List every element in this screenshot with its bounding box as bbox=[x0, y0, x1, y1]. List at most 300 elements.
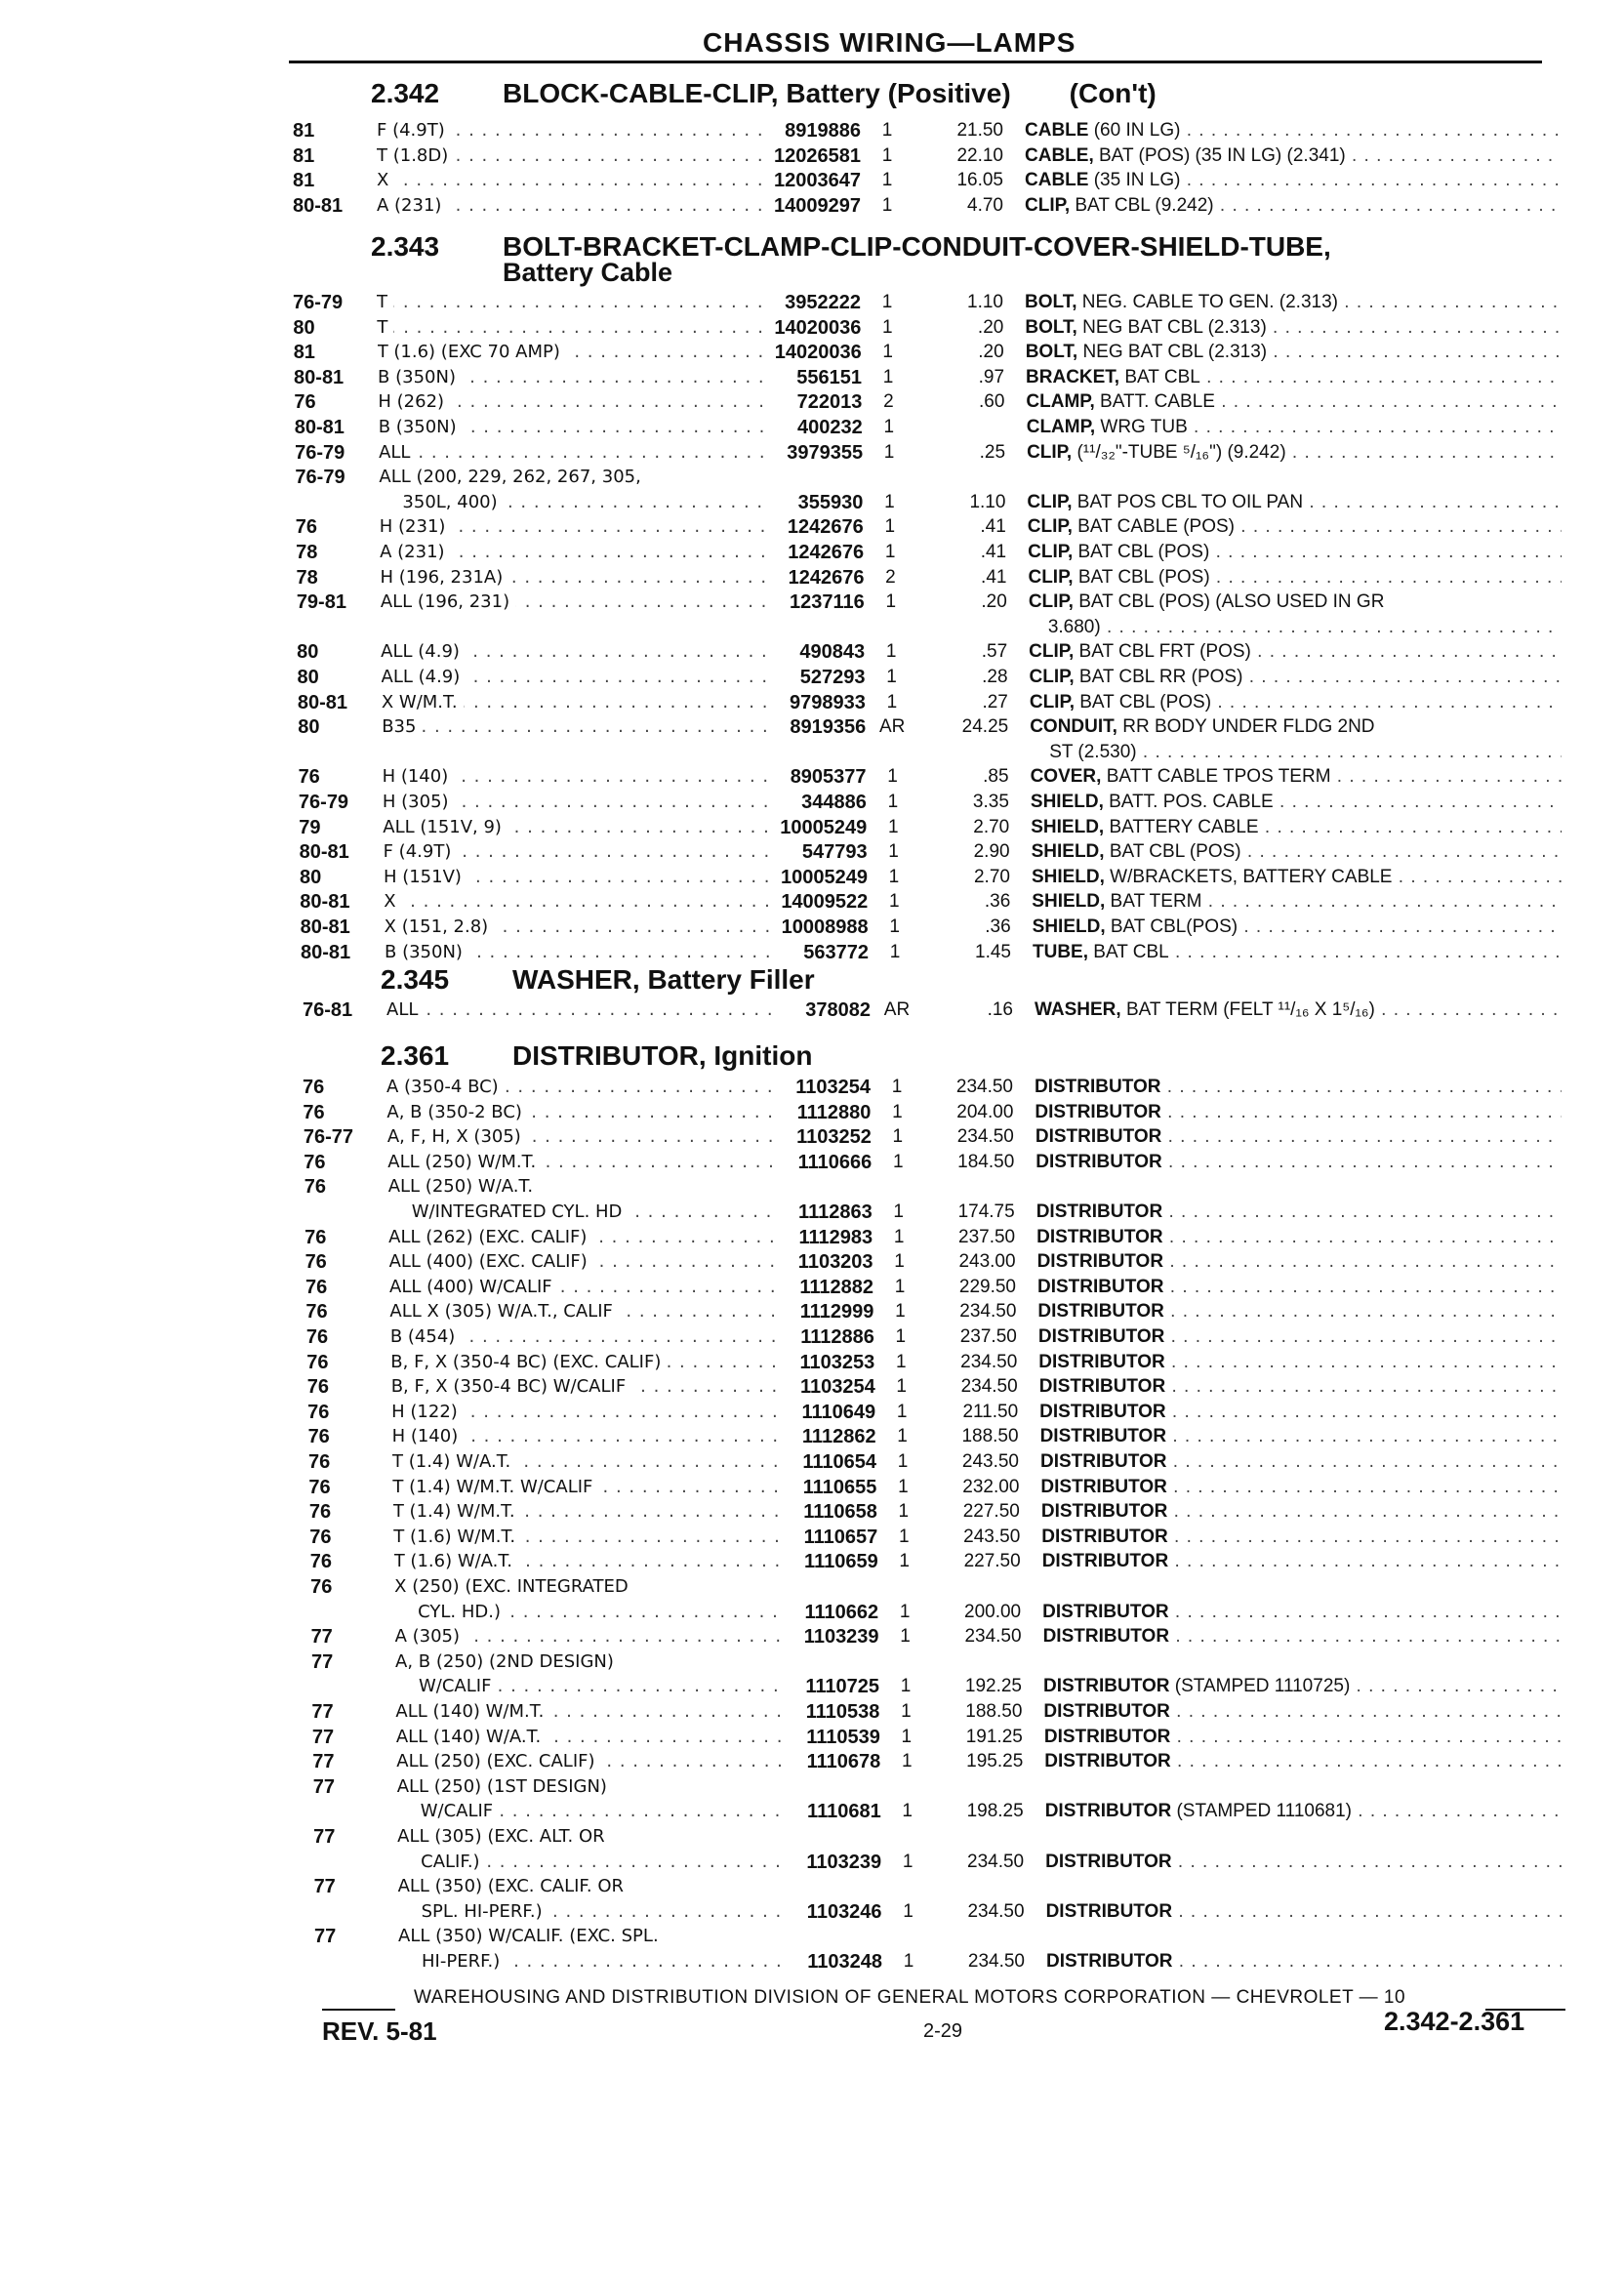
description-keyword: DISTRIBUTOR bbox=[1037, 1276, 1164, 1297]
list-item bbox=[298, 716, 1562, 762]
description-keyword: CLAMP, bbox=[1026, 417, 1096, 437]
model-application bbox=[379, 442, 764, 463]
part-number: 1110658 bbox=[803, 1501, 877, 1524]
quantity: 1 bbox=[889, 916, 900, 937]
description-keyword: BOLT, bbox=[1025, 342, 1078, 363]
model-text: ALL (250) W/M.T. bbox=[387, 1152, 542, 1172]
list-item bbox=[295, 417, 1562, 440]
section-title: WASHER, Battery Filler bbox=[512, 964, 815, 995]
quantity: 1 bbox=[881, 120, 893, 141]
model-application bbox=[380, 516, 765, 537]
quantity: 1 bbox=[889, 941, 901, 962]
model-year: 80 bbox=[298, 716, 320, 739]
description-keyword: CLIP, bbox=[1027, 516, 1073, 538]
description bbox=[1025, 170, 1562, 191]
model-text: X W/M.T. bbox=[382, 692, 464, 712]
description bbox=[1025, 120, 1562, 142]
description-continued-text: 3.680) . . . bbox=[1048, 617, 1562, 637]
quantity: 1 bbox=[882, 342, 893, 363]
description bbox=[1030, 716, 1562, 738]
description-keyword: DISTRIBUTOR bbox=[1035, 1101, 1161, 1122]
model-year: 77 bbox=[311, 1701, 334, 1723]
part-number: 1103239 bbox=[806, 1851, 882, 1873]
price: 16.05 bbox=[956, 170, 1003, 191]
model-text: H (140) bbox=[392, 1426, 465, 1446]
description-keyword: SHIELD, bbox=[1031, 866, 1105, 887]
list-item bbox=[312, 1727, 1562, 1750]
description-keyword: DISTRIBUTOR bbox=[1041, 1551, 1169, 1572]
model-application bbox=[382, 667, 767, 687]
model-text: X bbox=[377, 170, 394, 190]
model-year: 76 bbox=[294, 391, 316, 414]
model-application bbox=[377, 120, 762, 141]
description-text: SHIELD, BATT. POS. CABLE . . . bbox=[1031, 792, 1562, 812]
description-keyword: CLIP, bbox=[1028, 566, 1074, 588]
model-year: 81 bbox=[293, 144, 315, 167]
description-keyword: DISTRIBUTOR bbox=[1046, 1950, 1173, 1972]
description-keyword: DISTRIBUTOR bbox=[1035, 1126, 1162, 1148]
description-keyword: DISTRIBUTOR bbox=[1037, 1301, 1164, 1323]
model-application bbox=[393, 1527, 779, 1547]
description-text bbox=[1036, 1201, 1562, 1222]
description-keyword: CLIP, bbox=[1027, 491, 1073, 512]
part-number: 1112882 bbox=[799, 1276, 873, 1298]
model-application bbox=[396, 1727, 782, 1747]
price: 234.50 bbox=[960, 1351, 1018, 1372]
description-text: CLIP, BAT CBL (POS) . . . bbox=[1030, 692, 1562, 712]
model-year: 77 bbox=[312, 1751, 335, 1773]
description-keyword: DISTRIBUTOR bbox=[1037, 1326, 1165, 1347]
list-item bbox=[308, 1477, 1562, 1500]
list-item bbox=[313, 1826, 1562, 1873]
quantity: 1 bbox=[902, 1851, 914, 1872]
description bbox=[1026, 342, 1562, 363]
price: 243.50 bbox=[961, 1451, 1019, 1472]
model-text-line1: ALL (350) W/CALIF. (EXC. SPL. bbox=[398, 1926, 659, 1947]
model-text-line2: CALIF.) bbox=[421, 1852, 485, 1872]
model-text: X bbox=[384, 891, 401, 912]
price: 237.50 bbox=[958, 1226, 1016, 1247]
description-text bbox=[1037, 1251, 1562, 1272]
model-year: 79-81 bbox=[296, 591, 346, 614]
list-item bbox=[303, 999, 1562, 1023]
model-application bbox=[382, 716, 767, 737]
list-item bbox=[294, 367, 1562, 390]
model-year: 80-81 bbox=[293, 194, 344, 217]
price: .20 bbox=[978, 342, 1004, 363]
model-year: 81 bbox=[293, 120, 315, 142]
description bbox=[1032, 891, 1562, 913]
description bbox=[1026, 391, 1562, 413]
model-text: A (305) bbox=[395, 1626, 466, 1647]
part-number: 556151 bbox=[796, 366, 863, 388]
model-application bbox=[377, 170, 762, 190]
quantity: 1 bbox=[884, 542, 896, 562]
list-item bbox=[311, 1650, 1562, 1698]
model-year: 77 bbox=[312, 1775, 335, 1798]
description bbox=[1036, 1227, 1562, 1248]
description-text: CLIP, BAT CBL (POS) . . . bbox=[1028, 567, 1562, 588]
model-application bbox=[390, 1326, 776, 1347]
list-item bbox=[305, 1277, 1562, 1300]
price: 1.45 bbox=[975, 941, 1011, 962]
description-text: CLIP, BAT CBL (POS) . . . bbox=[1028, 542, 1562, 562]
description-text bbox=[1045, 1852, 1562, 1872]
model-application bbox=[377, 317, 762, 338]
description bbox=[1037, 1277, 1562, 1298]
list-item bbox=[293, 170, 1562, 193]
description bbox=[1025, 317, 1562, 339]
description-text bbox=[1039, 1376, 1562, 1397]
price: .27 bbox=[982, 691, 1008, 712]
part-number: 1103253 bbox=[799, 1351, 875, 1373]
list-item bbox=[301, 942, 1562, 965]
description-text: CLIP, BAT CBL FRT (POS) . . . bbox=[1029, 641, 1562, 662]
description-text bbox=[1046, 1951, 1562, 1972]
quantity: 1 bbox=[886, 667, 897, 687]
list-item bbox=[296, 542, 1562, 565]
model-text: H (122) bbox=[391, 1402, 464, 1422]
model-year: 77 bbox=[313, 1876, 336, 1898]
model-application bbox=[391, 1402, 777, 1422]
model-year: 80-81 bbox=[299, 841, 349, 864]
description-text: CLIP, BAT CBL (POS) (ALSO USED IN GR bbox=[1028, 591, 1385, 613]
description-keyword: DISTRIBUTOR bbox=[1035, 1201, 1163, 1222]
price: .41 bbox=[980, 516, 1006, 538]
model-application bbox=[394, 1551, 780, 1571]
list-item bbox=[300, 867, 1562, 890]
model-year: 77 bbox=[310, 1626, 333, 1649]
model-application bbox=[389, 1301, 775, 1322]
quantity: 1 bbox=[892, 1101, 903, 1122]
model-application bbox=[378, 342, 763, 362]
list-item bbox=[294, 342, 1562, 365]
price: .25 bbox=[979, 441, 1006, 463]
quantity: 1 bbox=[901, 1751, 913, 1772]
description bbox=[1028, 542, 1562, 563]
description bbox=[1035, 1152, 1562, 1173]
model-text: ALL bbox=[386, 999, 424, 1020]
model-text: B (454) bbox=[390, 1326, 461, 1347]
list-item bbox=[297, 641, 1562, 665]
price: .20 bbox=[977, 316, 1004, 338]
part-number: 1103252 bbox=[796, 1126, 872, 1149]
quantity: 1 bbox=[897, 1451, 909, 1472]
description-continued bbox=[1048, 617, 1562, 638]
price: .36 bbox=[984, 891, 1011, 913]
quantity: 1 bbox=[882, 316, 893, 338]
description-keyword: SHIELD, bbox=[1030, 792, 1104, 812]
description bbox=[1030, 667, 1562, 688]
model-text-line1: ALL (305) (EXC. ALT. OR bbox=[397, 1826, 605, 1847]
quantity: 1 bbox=[883, 417, 895, 437]
section-number: 2.361 bbox=[381, 1040, 450, 1071]
model-application bbox=[391, 1376, 777, 1397]
description bbox=[1031, 792, 1562, 813]
model-application bbox=[388, 1227, 774, 1247]
price: 243.50 bbox=[963, 1526, 1021, 1547]
description bbox=[1039, 1402, 1562, 1423]
list-item bbox=[304, 1152, 1562, 1175]
description-keyword: CLIP, bbox=[1025, 194, 1071, 216]
description-text: CABLE (60 IN LG) . . . bbox=[1025, 120, 1562, 141]
price: 227.50 bbox=[963, 1551, 1021, 1572]
description-text: CABLE (35 IN LG) . . . bbox=[1025, 170, 1562, 190]
description-keyword: BOLT, bbox=[1025, 292, 1077, 312]
price: 234.50 bbox=[956, 1126, 1014, 1148]
description-keyword: DISTRIBUTOR bbox=[1043, 1701, 1170, 1722]
description bbox=[1027, 417, 1562, 438]
section-heading bbox=[371, 78, 1157, 109]
quantity: 2 bbox=[883, 391, 894, 413]
model-application bbox=[392, 1477, 778, 1497]
description-keyword: WASHER, bbox=[1035, 999, 1121, 1020]
description-text bbox=[1040, 1477, 1562, 1497]
description-keyword: CABLE bbox=[1025, 170, 1089, 191]
description-text bbox=[1046, 1901, 1562, 1922]
price: 234.50 bbox=[967, 1950, 1025, 1972]
description-text: SHIELD, BAT CBL (POS) . . . bbox=[1032, 841, 1562, 862]
model-application bbox=[385, 916, 770, 937]
description-text bbox=[1036, 1227, 1562, 1247]
quantity: 1 bbox=[887, 792, 899, 812]
description-keyword: DISTRIBUTOR bbox=[1041, 1526, 1168, 1547]
list-item bbox=[308, 1451, 1562, 1475]
description-keyword: BRACKET, bbox=[1026, 366, 1120, 387]
price: 22.10 bbox=[956, 144, 1003, 166]
description-text: CLIP, BAT CABLE (POS) . . . bbox=[1028, 516, 1562, 537]
price: 21.50 bbox=[956, 120, 1003, 141]
description-text: CLAMP, BATT. CABLE . . . bbox=[1026, 391, 1562, 412]
description bbox=[1033, 942, 1562, 963]
part-number: 1110655 bbox=[802, 1476, 877, 1498]
list-item bbox=[314, 1926, 1562, 1973]
model-application bbox=[380, 542, 765, 562]
list-item bbox=[293, 120, 1562, 143]
model-text: T (1.6) W/A.T. bbox=[394, 1551, 518, 1571]
model-year: 80 bbox=[293, 316, 315, 339]
quantity: 1 bbox=[889, 891, 900, 913]
part-number: 1242676 bbox=[788, 542, 865, 563]
model-text: B, F, X (350-4 BC) W/CALIF bbox=[391, 1376, 631, 1397]
model-application bbox=[389, 1277, 775, 1297]
model-year: 80-81 bbox=[301, 941, 351, 963]
list-item bbox=[305, 1301, 1562, 1324]
description bbox=[1025, 292, 1562, 313]
list-item bbox=[304, 1227, 1562, 1250]
model-text: ALL (140) W/M.T. bbox=[395, 1701, 549, 1722]
model-application bbox=[387, 1126, 773, 1147]
model-text-line2: W/CALIF bbox=[421, 1801, 499, 1821]
description-text bbox=[1044, 1751, 1562, 1771]
description-text: TUBE, BAT CBL . . . bbox=[1033, 942, 1562, 962]
part-number: 8905377 bbox=[790, 766, 867, 789]
model-year: 76 bbox=[306, 1351, 329, 1373]
model-text: F (4.9T) bbox=[377, 120, 451, 141]
description-text bbox=[1039, 1402, 1562, 1422]
description-keyword: CLAMP, bbox=[1026, 391, 1095, 413]
quantity: 1 bbox=[899, 1551, 910, 1572]
model-year: 77 bbox=[313, 1826, 336, 1848]
quantity: 1 bbox=[899, 1601, 911, 1622]
model-application bbox=[421, 1852, 783, 1872]
section-continued-note: (Con't) bbox=[1069, 78, 1157, 108]
section-number: 2.345 bbox=[381, 964, 450, 995]
model-year: 76 bbox=[308, 1476, 331, 1498]
model-year: 76-81 bbox=[303, 999, 353, 1021]
model-application bbox=[418, 1602, 780, 1622]
part-number: 1103203 bbox=[797, 1251, 873, 1274]
description-text: DISTRIBUTOR (STAMPED 1110681) . . . bbox=[1045, 1801, 1562, 1821]
model-text: T (1.4) W/A.T. bbox=[392, 1451, 516, 1472]
model-application bbox=[389, 1251, 775, 1272]
description-keyword: BOLT, bbox=[1025, 316, 1077, 338]
model-text: T (1.8D) bbox=[377, 145, 454, 166]
list-item bbox=[305, 1251, 1562, 1275]
model-year: 80-81 bbox=[300, 891, 350, 914]
model-application bbox=[377, 145, 762, 166]
model-text-line2: 350L, 400) bbox=[402, 492, 503, 512]
model-application bbox=[386, 999, 772, 1020]
description-keyword: DISTRIBUTOR bbox=[1035, 1151, 1162, 1172]
model-application bbox=[390, 1352, 776, 1372]
description bbox=[1035, 999, 1562, 1021]
description-text: CABLE, BAT (POS) (35 IN LG) (2.341) . . . bbox=[1025, 145, 1562, 166]
model-text: ALL (250) (EXC. CALIF) bbox=[396, 1751, 600, 1771]
quantity: 1 bbox=[893, 1201, 904, 1222]
description-continued bbox=[1049, 742, 1562, 763]
description bbox=[1043, 1676, 1562, 1697]
quantity: 1 bbox=[896, 1376, 907, 1398]
model-text: ALL (262) (EXC. CALIF) bbox=[388, 1227, 592, 1247]
description-text: COVER, BATT CABLE TPOS TERM . . . bbox=[1031, 766, 1562, 787]
description bbox=[1031, 817, 1562, 838]
model-text: H (196, 231A) bbox=[380, 567, 508, 588]
description bbox=[1040, 1451, 1562, 1473]
quantity: 1 bbox=[894, 1276, 906, 1297]
description bbox=[1037, 1251, 1562, 1273]
header-rule bbox=[289, 61, 1542, 63]
price: .36 bbox=[985, 916, 1011, 937]
footer-revision: REV. 5-81 bbox=[322, 2016, 437, 2046]
description bbox=[1032, 867, 1562, 888]
price: 4.70 bbox=[967, 194, 1003, 216]
description-text bbox=[1035, 1102, 1562, 1122]
description-keyword: DISTRIBUTOR bbox=[1042, 1626, 1170, 1648]
description bbox=[1044, 1751, 1562, 1772]
description bbox=[1039, 1376, 1562, 1398]
price: 1.10 bbox=[967, 292, 1003, 312]
description bbox=[1035, 1077, 1562, 1098]
description-continued-text: ST (2.530) . . . bbox=[1049, 742, 1562, 762]
description-keyword: CABLE, bbox=[1025, 144, 1094, 166]
part-number: 8919356 bbox=[790, 716, 867, 739]
list-item bbox=[293, 317, 1562, 341]
model-year: 77 bbox=[314, 1926, 337, 1948]
quantity: AR bbox=[883, 999, 911, 1020]
model-application bbox=[377, 292, 762, 312]
model-year: 76 bbox=[304, 1251, 327, 1274]
part-number: 1110666 bbox=[797, 1151, 873, 1173]
part-number: 344886 bbox=[801, 792, 867, 813]
quantity: 1 bbox=[901, 1726, 913, 1747]
model-text: ALL (140) W/A.T. bbox=[396, 1727, 547, 1747]
description-text bbox=[1038, 1326, 1562, 1347]
model-year: 80-81 bbox=[300, 916, 350, 938]
description bbox=[1026, 367, 1562, 388]
price: 243.00 bbox=[958, 1251, 1016, 1273]
description-keyword: CLIP, bbox=[1029, 641, 1075, 663]
description-text: CLIP, (¹¹/₃₂"-TUBE ⁵/₁₆") (9.242) . . . bbox=[1027, 442, 1562, 463]
description-text bbox=[1035, 1077, 1562, 1097]
model-text: H (231) bbox=[380, 516, 452, 537]
model-text-line1: ALL (250) (1ST DESIGN) bbox=[396, 1775, 607, 1797]
quantity: 1 bbox=[898, 1476, 909, 1497]
part-number: 1110678 bbox=[806, 1751, 881, 1773]
model-year: 77 bbox=[311, 1726, 335, 1748]
part-number: 14009522 bbox=[781, 891, 869, 914]
description-text bbox=[1040, 1426, 1562, 1446]
model-year: 76 bbox=[295, 516, 318, 539]
description bbox=[1032, 841, 1562, 863]
description bbox=[1030, 692, 1562, 713]
price: 211.50 bbox=[962, 1401, 1019, 1422]
description-text bbox=[1043, 1626, 1562, 1647]
model-year: 79 bbox=[299, 816, 321, 838]
part-number: 1112886 bbox=[800, 1326, 874, 1348]
part-number: 12026581 bbox=[774, 144, 861, 167]
quantity: 1 bbox=[888, 866, 900, 887]
quantity: 1 bbox=[881, 292, 893, 312]
price: 24.25 bbox=[961, 716, 1009, 738]
model-year: 80-81 bbox=[294, 417, 345, 438]
price: 188.50 bbox=[961, 1426, 1019, 1447]
description-keyword: DISTRIBUTOR bbox=[1038, 1376, 1166, 1398]
description-keyword: DISTRIBUTOR bbox=[1036, 1226, 1163, 1247]
price: .28 bbox=[982, 667, 1008, 687]
model-application bbox=[379, 417, 764, 437]
description-keyword: TUBE, bbox=[1033, 941, 1088, 962]
quantity: 1 bbox=[882, 366, 894, 387]
list-item bbox=[311, 1701, 1562, 1725]
model-year: 76 bbox=[304, 1176, 326, 1199]
model-text-line2: HI-PERF.) bbox=[422, 1951, 506, 1972]
quantity: 1 bbox=[886, 691, 898, 712]
model-text: ALL (400) (EXC. CALIF) bbox=[389, 1251, 593, 1272]
part-number: 1112983 bbox=[798, 1226, 873, 1248]
description-keyword: SHIELD, bbox=[1031, 841, 1105, 863]
description bbox=[1025, 195, 1562, 217]
model-text-line1: ALL (350) (EXC. CALIF. OR bbox=[397, 1876, 625, 1897]
list-item bbox=[298, 667, 1562, 690]
part-number: 1110654 bbox=[802, 1451, 876, 1473]
list-item bbox=[306, 1326, 1562, 1350]
price: 200.00 bbox=[964, 1601, 1022, 1622]
price: 234.50 bbox=[964, 1626, 1022, 1648]
part-number: 355930 bbox=[797, 491, 864, 513]
description-keyword: DISTRIBUTOR bbox=[1040, 1501, 1168, 1523]
description-text bbox=[1038, 1352, 1562, 1372]
description-keyword: SHIELD, bbox=[1031, 816, 1105, 837]
quantity: 1 bbox=[887, 816, 899, 837]
description-keyword: DISTRIBUTOR bbox=[1044, 1751, 1171, 1772]
description-keyword: DISTRIBUTOR bbox=[1039, 1401, 1166, 1422]
list-item bbox=[299, 766, 1562, 790]
model-text: A (231) bbox=[377, 195, 447, 216]
model-text-line1: ALL (250) W/A.T. bbox=[387, 1176, 534, 1198]
description-keyword: DISTRIBUTOR bbox=[1043, 1676, 1170, 1697]
part-number: 1237116 bbox=[790, 591, 865, 614]
